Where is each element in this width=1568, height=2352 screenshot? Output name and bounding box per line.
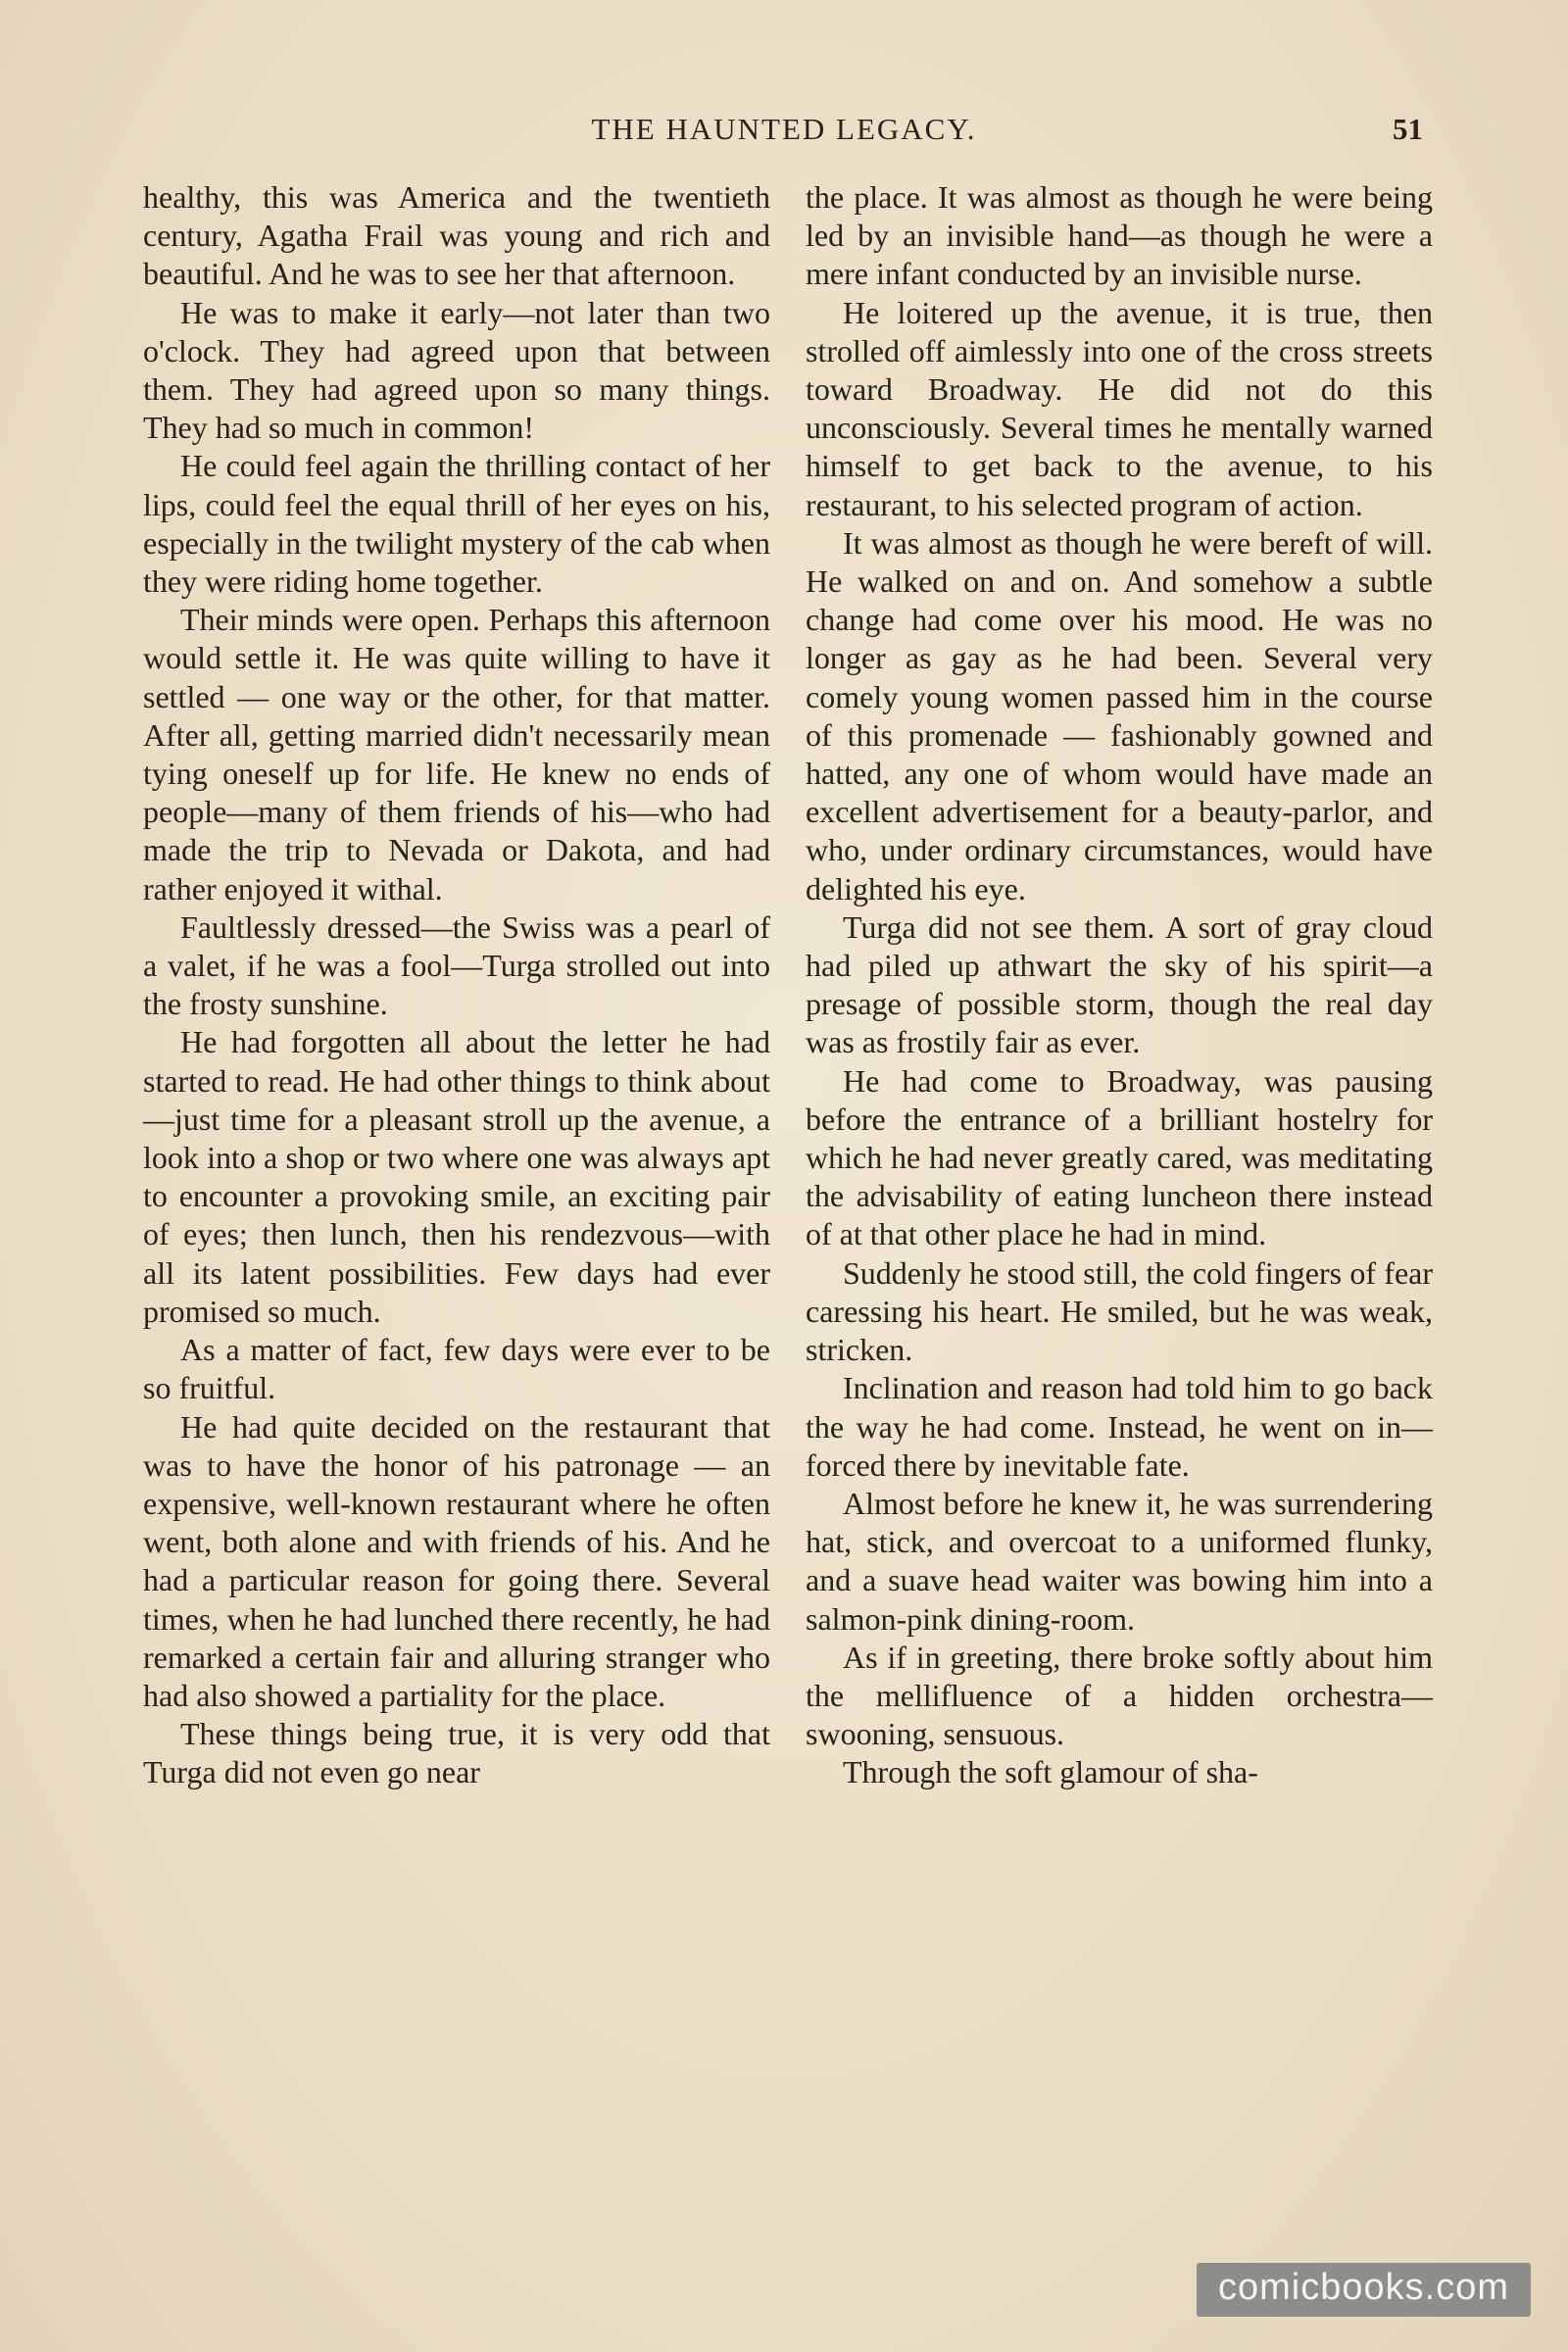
paragraph: He was to make it early—not later than two o'clock. They had agreed upon that between them. They had agreed upon so many things. They had so much in common!: [143, 294, 770, 446]
paragraph: Their minds were open. Perhaps this afternoon would settle it. He was quite willing to have it settled — one way or the other, for that matter. After all, getting married didn't necessarily mean tying oneself up for life. He knew no ends of people—many of them friends of his—who had made the trip to Nevada or Dakota, and had rather enjoyed it withal.: [143, 602, 770, 906]
paragraph: Inclination and reason had told him to go back the way he had come. Instead, he went on in—forced there by inevitable fate.: [806, 1370, 1433, 1483]
paragraph: healthy, this was America and the twentieth century, Agatha Frail was young and rich and beautiful. And he was to see her that afternoon.: [143, 179, 770, 292]
paragraph: As if in greeting, there broke softly about him the mellifluence of a hidden orchestra—swooning, sensuous.: [806, 1639, 1433, 1752]
running-head: [0, 106, 1568, 153]
watermark-badge: comicbooks.com: [1197, 2263, 1531, 2317]
paragraph: He had come to Broadway, was pausing before the entrance of a brilliant hostelry for which he had never greatly cared, was meditating the advisability of eating luncheon there instead of at that other place he had in mind.: [806, 1062, 1433, 1252]
left-column: [143, 178, 770, 1792]
paragraph: Through the soft glamour of sha-: [843, 1754, 1258, 1790]
paragraph: Suddenly he stood still, the cold fingers of fear caressing his heart. He smiled, but he was weak, stricken.: [806, 1254, 1433, 1368]
paragraph: He had forgotten all about the letter he had started to read. He had other things to think about—just time for a pleasant stroll up the avenue, a look into a shop or two where one was always apt to encounter a provoking smile, an exciting pair of eyes; then lunch, then his rendezvous—with all its latent possibilities. Few days had ever promised so much.: [143, 1024, 770, 1329]
paragraph: the place. It was almost as though he were being led by an invisible hand—as though he were a mere infant conducted by an invisible nurse.: [806, 179, 1433, 292]
paragraph: He had quite decided on the restaurant that was to have the honor of his patronage — an expensive, well-known restaurant where he often went, both alone and with friends of his. And he had a particular reason for going there. Several times, when he had lunched there recently, he had remarked a certain fair and alluring stranger who had also showed a partiality for the place.: [143, 1408, 770, 1713]
running-title: THE HAUNTED LEGACY.: [591, 112, 977, 146]
page-number: 51: [1393, 112, 1423, 146]
paragraph: Almost before he knew it, he was surrendering hat, stick, and overcoat to a uniformed flunky, and a suave head waiter was bowing him into a salmon-pink dining-room.: [806, 1485, 1433, 1637]
paragraph: It was almost as though he were bereft of will. He walked on and on. And somehow a subtle change had come over his mood. He was no longer as gay as he had been. Several very comely young women passed him in the course of this promenade — fashionably gowned and hatted, any one of whom would have made an excellent advertisement for a beauty-parlor, and who, under ordinary circumstances, would have delighted his eye.: [806, 524, 1433, 906]
paragraph: As a matter of fact, few days were ever to be so fruitful.: [143, 1332, 770, 1406]
right-column: [806, 178, 1433, 1792]
paragraph: He could feel again the thrilling contact of her lips, could feel the equal thrill of her eyes on his, especially in the twilight mystery of the cab when they were riding home together.: [143, 448, 770, 600]
paragraph: These things being true, it is very odd that Turga did not even go near: [143, 1716, 770, 1790]
paragraph: He loitered up the avenue, it is true, then strolled off aimlessly into one of the cross streets toward Broadway. He did not do this unconsciously. Several times he mentally warned himself to get back to the avenue, to his restaurant, to his selected program of action.: [806, 294, 1433, 522]
paragraph: Faultlessly dressed—the Swiss was a pearl of a valet, if he was a fool—Turga strolled out into the frosty sunshine.: [143, 908, 770, 1022]
paragraph: Turga did not see them. A sort of gray cloud had piled up athwart the sky of his spirit—a presage of possible storm, though the real day was as frostily fair as ever.: [806, 908, 1433, 1060]
